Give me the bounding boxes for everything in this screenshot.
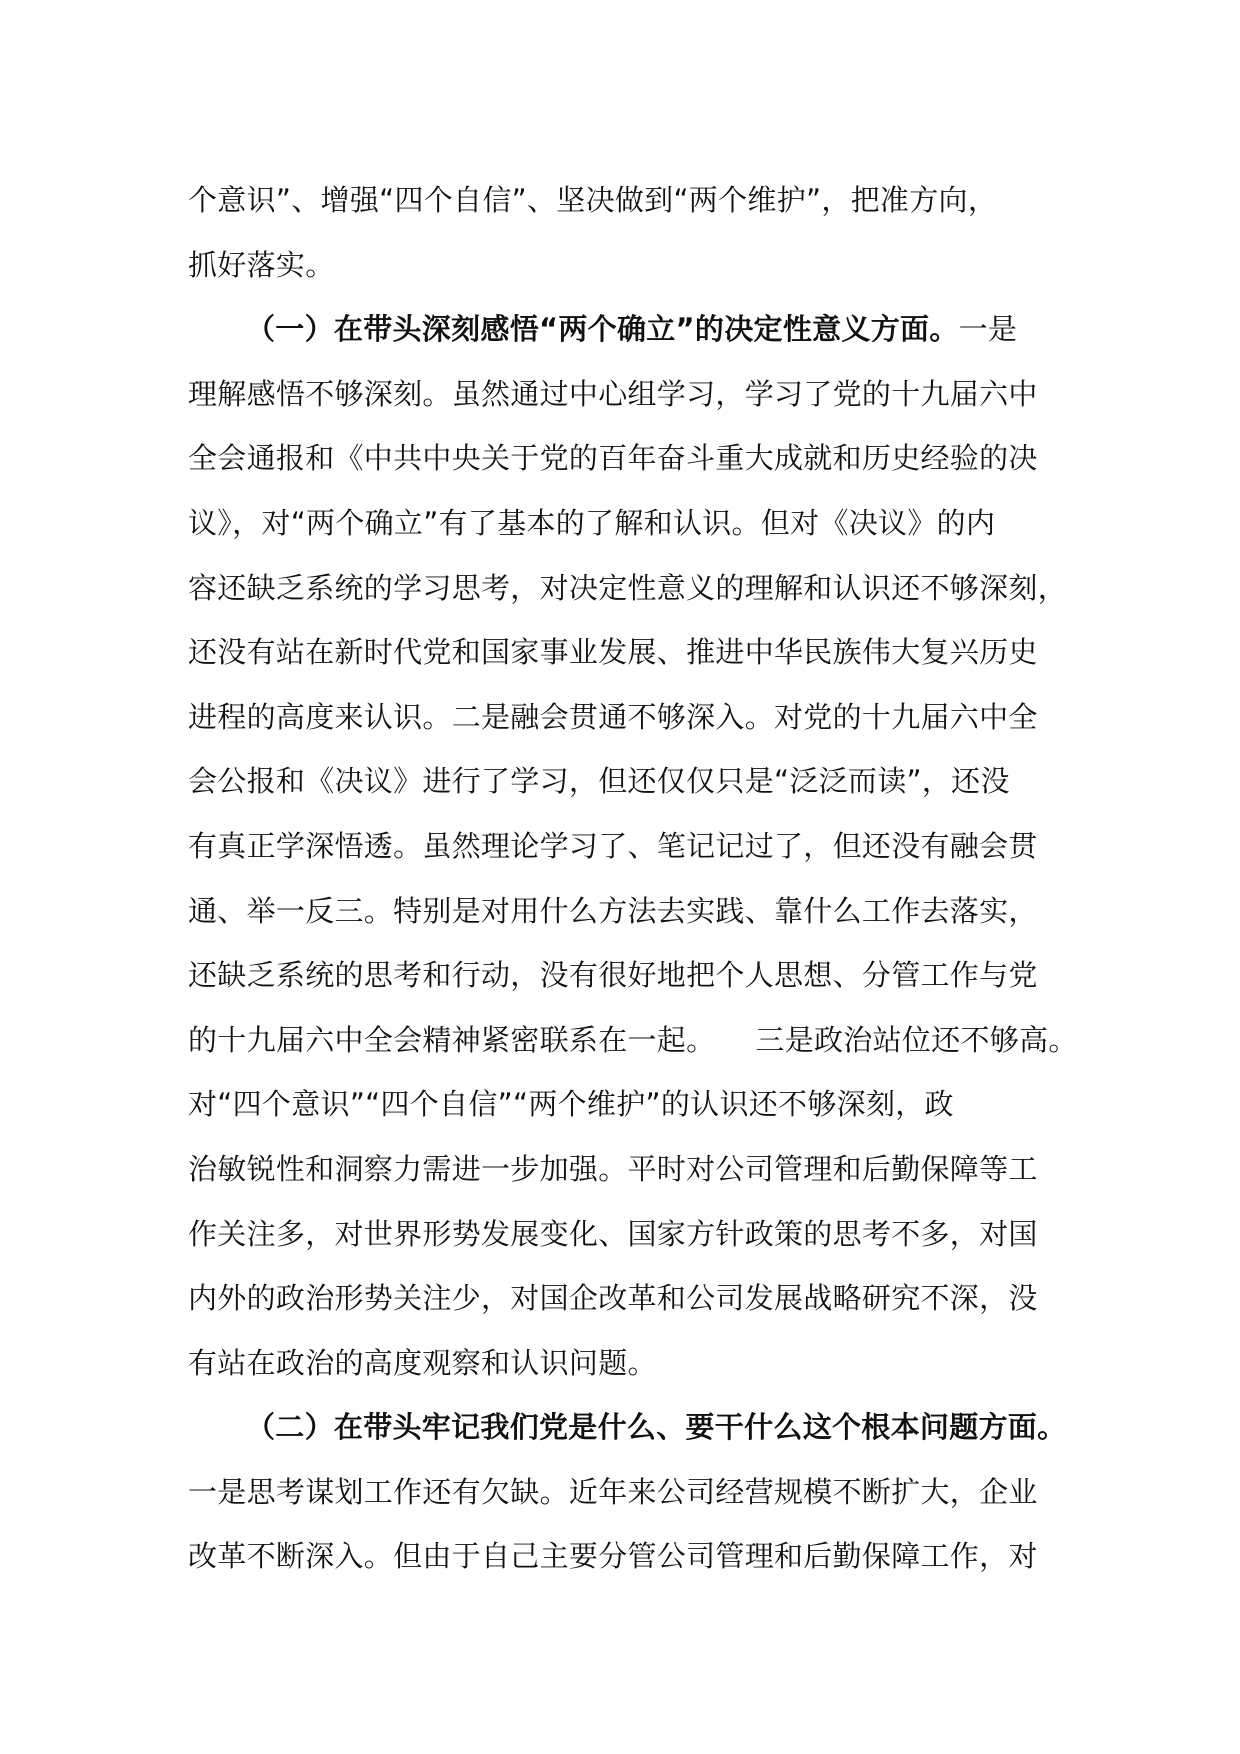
document-body — [188, 168, 1088, 1589]
paragraph-line: 会公报和《决议》进行了学习，但还仅仅只是“泛泛而读”，还没 — [188, 764, 1010, 799]
paragraph-line: 个意识”、增强“四个自信”、坚决做到“两个维护”，把准方向， — [188, 183, 998, 217]
paragraph-line: 进程的高度来认识。二是融会贯通不够深入。对党的十九届六中全 — [188, 699, 1038, 734]
paragraph-text: 一是 — [958, 312, 1018, 347]
paragraph-text: 三是政治站位还不够高。 — [755, 1022, 1078, 1057]
paragraph-line: 理解感悟不够深刻。虽然通过中心组学习，学习了党的十九届六中 — [188, 376, 1038, 411]
section-heading-2: （二）在带头牢记我们党是什么、要干什么这个根本问题方面。 — [246, 1410, 1067, 1445]
paragraph-line: 抓好落实。 — [188, 247, 335, 282]
paragraph-text: 的十九届六中全会精神紧密联系在一起。 — [188, 1022, 716, 1057]
paragraph-line: 容还缺乏系统的学习思考，对决定性意义的理解和认识还不够深刻， — [188, 570, 1068, 605]
paragraph-line: 治敏锐性和洞察力需进一步加强。平时对公司管理和后勤保障等工 — [188, 1151, 1038, 1186]
paragraph-line: 通、举一反三。特别是对用什么方法去实践、靠什么工作去落实， — [188, 893, 1038, 928]
paragraph-line: 一是思考谋划工作还有欠缺。近年来公司经营规模不断扩大，企业 — [188, 1474, 1038, 1509]
section-heading-line — [188, 1395, 1088, 1460]
paragraph-line: 有站在政治的高度观察和认识问题。 — [188, 1345, 657, 1380]
paragraph-line: 还缺乏系统的思考和行动，没有很好地把个人思想、分管工作与党 — [188, 958, 1038, 993]
paragraph-line — [188, 1008, 1088, 1073]
paragraph-line: 还没有站在新时代党和国家事业发展、推进中华民族伟大复兴历史 — [188, 635, 1038, 670]
paragraph-line: 对“四个意识”“四个自信”“两个维护”的认识还不够深刻，政 — [188, 1087, 954, 1122]
section-heading-1: （一）在带头深刻感悟“两个确立”的决定性意义方面。 — [246, 312, 959, 347]
paragraph-line: 议》，对“两个确立”有了基本的了解和认识。但对《决议》的内 — [188, 505, 996, 540]
paragraph-line: 全会通报和《中共中央关于党的百年奋斗重大成就和历史经验的决 — [188, 441, 1038, 476]
paragraph-line: 作关注多，对世界形势发展变化、国家方针政策的思考不多，对国 — [188, 1216, 1038, 1251]
paragraph-line: 内外的政治形势关注少，对国企改革和公司发展战略研究不深，没 — [188, 1281, 1038, 1316]
section-heading-line — [188, 297, 1088, 362]
paragraph-line: 改革不断深入。但由于自己主要分管公司管理和后勤保障工作，对 — [188, 1539, 1038, 1574]
paragraph-line: 有真正学深悟透。虽然理论学习了、笔记记过了，但还没有融会贯 — [188, 828, 1038, 863]
